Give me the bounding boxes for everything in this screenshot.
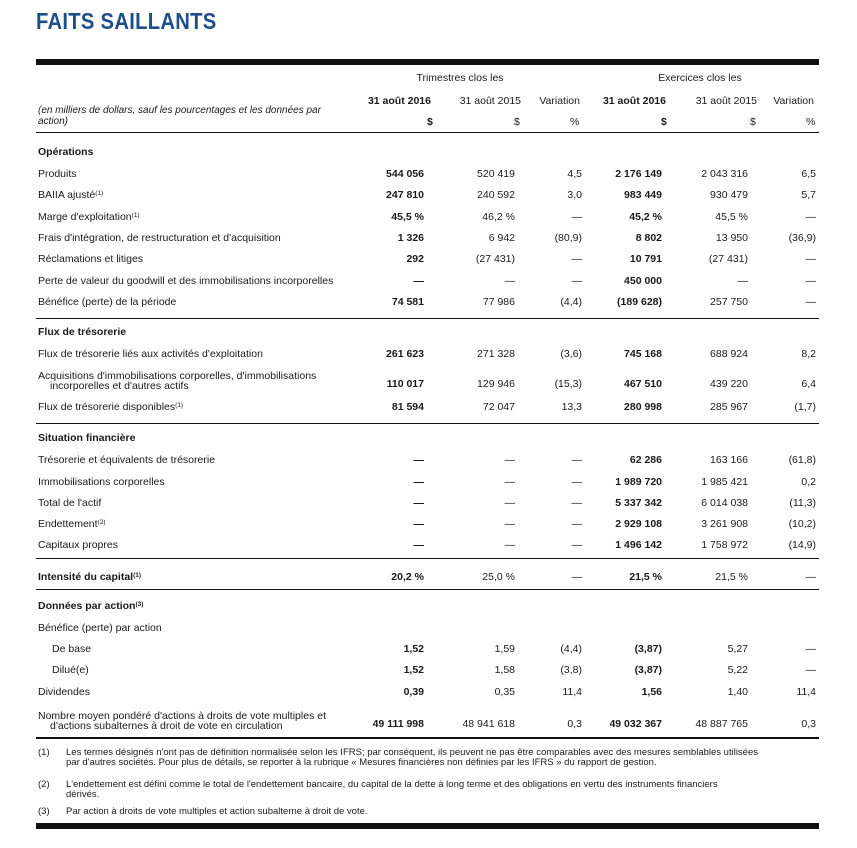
table-cell: — [413, 275, 424, 287]
unit-y1: $ [661, 116, 667, 128]
row-label: Capitaux propres [38, 539, 118, 551]
table-cell: 0,3 [801, 718, 816, 730]
table-cell: — [805, 571, 816, 583]
header-col-q1: 31 août 2016 [367, 95, 431, 107]
table-cell: — [504, 454, 515, 466]
row-label: Trésorerie et équivalents de trésorerie [38, 454, 216, 466]
table-cell: (4,4) [560, 296, 582, 308]
row-label: Marge d'exploitation$^{(1)}$ [38, 211, 140, 223]
section-rule [36, 589, 819, 590]
footnote-ref: (1) [95, 190, 104, 197]
table-cell: 62 286 [629, 454, 662, 466]
section-per-share: Données par action$^{(3)}$ [38, 600, 144, 612]
table-cell: 285 967 [710, 401, 748, 413]
table-cell: — [805, 643, 816, 655]
table-cell: — [805, 211, 816, 223]
table-cell: (3,8) [560, 664, 582, 676]
row-label: Flux de trésorerie disponibles$^{(1)}$ [38, 401, 184, 413]
row-label: Bénéfice (perte) par action [38, 622, 162, 634]
table-cell: — [571, 275, 582, 287]
table-cell: (61,8) [788, 454, 816, 466]
table-cell: (14,9) [788, 539, 816, 551]
table-cell: 1,58 [494, 664, 515, 676]
table-cell: 13,3 [561, 401, 582, 413]
table-cell: 1,52 [403, 643, 424, 655]
table-cell: — [413, 539, 424, 551]
footnote-text: L'endettement est défini comme le total de l'endettement bancaire, du capital de la dette à long terme et des obligations en vertu des instruments financiers dérivés. [66, 779, 718, 800]
table-cell: 21,5 % [715, 571, 748, 583]
table-cell: (27 431) [708, 253, 748, 265]
footnote-text: Par action à droits de vote multiples et action subalterne à droit de vote. [66, 806, 368, 817]
footnote-ref: (2) [97, 519, 106, 526]
table-cell: 1,40 [727, 686, 748, 698]
bottom-rule [36, 823, 819, 829]
table-cell: 20,2 % [391, 571, 424, 583]
header-col-q2: 31 août 2015 [459, 95, 521, 107]
row-label: Bénéfice (perte) de la période [38, 296, 177, 308]
table-cell: 74 581 [391, 296, 424, 308]
footnote-number: (3) [38, 806, 50, 817]
table-cell: — [805, 275, 816, 287]
table-cell: 8,2 [801, 348, 816, 360]
table-cell: (3,87) [634, 643, 662, 655]
table-cell: 3 261 908 [701, 518, 748, 530]
table-cell: 5,27 [727, 643, 748, 655]
table-cell: 930 479 [710, 189, 748, 201]
table-cell: 8 802 [635, 232, 662, 244]
table-cell: 163 166 [710, 454, 748, 466]
table-cell: 11,4 [562, 686, 582, 698]
table-cell: 6,5 [801, 168, 816, 180]
table-cell: 0,39 [403, 686, 424, 698]
table-cell: — [571, 253, 582, 265]
footnote-number: (2) [38, 779, 50, 790]
header-col-y1: 31 août 2016 [602, 95, 666, 107]
table-bottom-rule [36, 737, 819, 739]
row-label: Intensité du capital$^{(1)}$ [38, 571, 142, 583]
table-cell: 5,22 [727, 664, 748, 676]
table-cell: 48 941 618 [462, 718, 515, 730]
table-cell: 45,2 % [629, 211, 662, 223]
table-cell: — [571, 518, 582, 530]
footnote-ref: (1) [133, 572, 142, 579]
table-cell: 10 791 [629, 253, 662, 265]
footnote-text: Les termes désignés n'ont pas de définition normalisée selon les IFRS; par conséquent, ils peuvent ne pas être comparables avec des mesures semblables utilisées par d'autres sociétés. Pour plus de détails, se reporter à la rubrique « Mesures financières non définies par les IFRS » du rapport de gestion. [66, 747, 758, 768]
unit-q3: % [570, 116, 580, 128]
table-cell: — [805, 253, 816, 265]
table-cell: 1 326 [397, 232, 424, 244]
row-label: Endettement$^{(2)}$ [38, 518, 106, 530]
table-cell: 45,5 % [391, 211, 424, 223]
top-rule [36, 59, 819, 65]
table-cell: 1 989 720 [615, 476, 662, 488]
table-cell: 6 942 [488, 232, 515, 244]
table-cell: 261 623 [386, 348, 424, 360]
row-label: Flux de trésorerie liés aux activités d'exploitation [38, 348, 263, 360]
table-cell: 257 750 [710, 296, 748, 308]
table-cell: (15,3) [554, 378, 582, 390]
table-cell: 1,52 [403, 664, 424, 676]
table-cell: 1 985 421 [701, 476, 748, 488]
header-group-years: Exercices clos les [658, 72, 742, 84]
table-cell: 2 043 316 [701, 168, 748, 180]
table-cell: (189 628) [617, 296, 662, 308]
table-cell: 0,2 [801, 476, 816, 488]
table-cell: 0,35 [494, 686, 515, 698]
table-cell: 450 000 [624, 275, 662, 287]
table-cell: (3,87) [634, 664, 662, 676]
row-label: BAIIA ajusté$^{(1)}$ [38, 189, 104, 201]
table-cell: — [805, 296, 816, 308]
section-rule [36, 558, 819, 559]
table-cell: 46,2 % [482, 211, 515, 223]
table-cell: — [805, 664, 816, 676]
table-cell: 983 449 [624, 189, 662, 201]
table-cell: — [571, 571, 582, 583]
section-cash-flow: Flux de trésorerie [38, 326, 127, 338]
table-cell: 2 176 149 [615, 168, 662, 180]
unit-y2: $ [750, 116, 756, 128]
table-cell: — [413, 476, 424, 488]
table-cell: 25,0 % [482, 571, 515, 583]
table-cell: — [571, 454, 582, 466]
table-cell: (27 431) [475, 253, 515, 265]
table-cell: — [413, 518, 424, 530]
header-col-y3: Variation [773, 95, 814, 107]
table-cell: 5 337 342 [615, 497, 662, 509]
table-cell: 129 946 [477, 378, 515, 390]
table-cell: 1 758 972 [701, 539, 748, 551]
table-cell: (11,3) [789, 497, 816, 509]
table-cell: — [504, 539, 515, 551]
table-cell: 49 111 998 [372, 718, 424, 730]
row-label: Total de l'actif [38, 497, 102, 509]
table-cell: 439 220 [710, 378, 748, 390]
table-cell: 49 032 367 [609, 718, 662, 730]
table-cell: (36,9) [788, 232, 816, 244]
table-cell: 5,7 [801, 189, 816, 201]
row-label: De base [52, 643, 92, 655]
table-cell: 81 594 [391, 401, 424, 413]
table-cell: — [504, 275, 515, 287]
header-col-y2: 31 août 2015 [695, 95, 757, 107]
table-cell: 280 998 [624, 401, 662, 413]
table-cell: 21,5 % [629, 571, 662, 583]
table-cell: (10,2) [788, 518, 816, 530]
row-label: Produits [38, 168, 77, 180]
table-cell: 520 419 [477, 168, 515, 180]
table-cell: 292 [406, 253, 424, 265]
table-cell: 0,3 [567, 718, 582, 730]
row-label: Frais d'intégration, de restructuration et d'acquisition [38, 232, 281, 244]
table-cell: 1,56 [641, 686, 662, 698]
table-cell: 745 168 [624, 348, 662, 360]
table-cell: 544 056 [386, 168, 424, 180]
table-cell: — [571, 497, 582, 509]
table-cell: 72 047 [482, 401, 515, 413]
header-rule [36, 132, 819, 133]
table-cell: 688 924 [710, 348, 748, 360]
unit-q2: $ [514, 116, 520, 128]
header-col-q3: Variation [539, 95, 580, 107]
row-label: Acquisitions d'immobilisations corporelles, d'immobilisations incorporelles et d'autres actifs [38, 370, 317, 392]
table-cell: (80,9) [554, 232, 582, 244]
table-cell: 6 014 038 [701, 497, 748, 509]
row-label: Perte de valeur du goodwill et des immobilisations incorporelles [38, 275, 334, 287]
header-group-quarters: Trimestres clos les [416, 72, 504, 84]
table-cell: 240 592 [477, 189, 515, 201]
table-cell: (1,7) [794, 401, 816, 413]
footnote-ref: (1) [175, 402, 184, 409]
table-cell: 6,4 [801, 378, 816, 390]
table-cell: — [504, 476, 515, 488]
table-cell: 48 887 765 [695, 718, 748, 730]
table-cell: (3,6) [560, 348, 582, 360]
row-label: Immobilisations corporelles [38, 476, 165, 488]
section-financial-position: Situation financière [38, 432, 136, 444]
table-cell: 45,5 % [715, 211, 748, 223]
footnote-number: (1) [38, 747, 50, 758]
table-cell: 4,5 [567, 168, 582, 180]
table-cell: — [571, 211, 582, 223]
table-cell: 271 328 [477, 348, 515, 360]
unit-q1: $ [427, 116, 433, 128]
row-label: Nombre moyen pondéré d'actions à droits de vote multiples et d'actions subalternes à droit de vote en circulation [38, 710, 326, 732]
table-cell: — [504, 518, 515, 530]
table-cell: 110 017 [386, 378, 424, 390]
table-cell: — [413, 454, 424, 466]
section-rule [36, 318, 819, 319]
row-label: Dividendes [38, 686, 90, 698]
table-cell: — [504, 497, 515, 509]
table-cell: 77 986 [482, 296, 515, 308]
table-cell: 2 929 108 [615, 518, 662, 530]
header-note: (en milliers de dollars, sauf les pourcentages et les données par action) [38, 105, 321, 127]
table-cell: — [737, 275, 748, 287]
table-cell: — [571, 539, 582, 551]
table-cell: 3,0 [567, 189, 582, 201]
table-cell: — [571, 476, 582, 488]
footnote-ref: (1) [131, 212, 140, 219]
row-label: Réclamations et litiges [38, 253, 144, 265]
table-cell: 1 496 142 [615, 539, 662, 551]
section-operations: Opérations [38, 146, 94, 158]
table-cell: 13 950 [715, 232, 748, 244]
unit-y3: % [806, 116, 816, 128]
row-label: Dilué(e) [52, 664, 89, 676]
table-cell: 247 810 [386, 189, 424, 201]
table-cell: (4,4) [560, 643, 582, 655]
section-rule [36, 423, 819, 424]
table-cell: 1,59 [494, 643, 515, 655]
table-cell: — [413, 497, 424, 509]
table-cell: 467 510 [624, 378, 662, 390]
page-title: FAITS SAILLANTS [36, 8, 217, 34]
table-cell: 11,4 [796, 686, 816, 698]
